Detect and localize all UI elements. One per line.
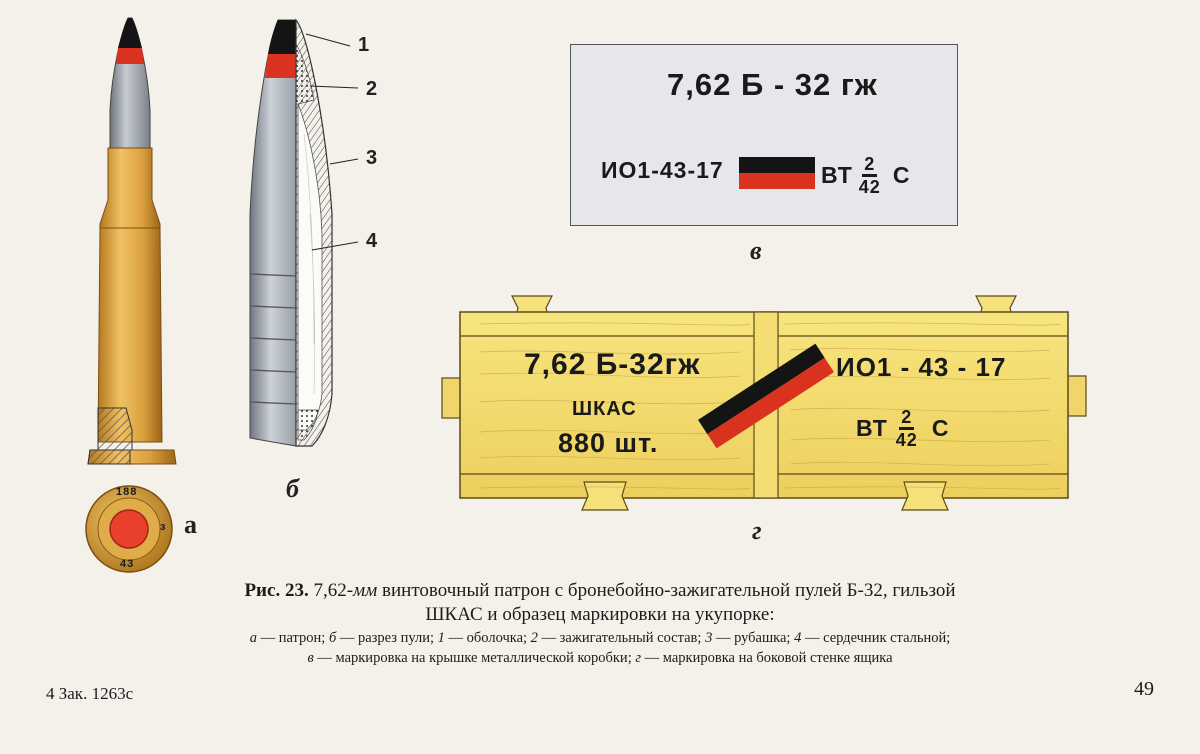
stripe-red [739,173,815,189]
crate-frac-num: 2 [899,408,914,430]
legend-text-3: — рубашка; [712,630,795,646]
crate-fraction [896,408,918,449]
wooden-crate-illustration [440,292,1088,514]
legend-line-1 [60,630,1140,647]
panel-b-letter: б [286,474,299,503]
legend-text-b: — разрез пули; [336,630,438,646]
lid-color-stripe [739,157,815,189]
legend-key-v: в [307,650,314,666]
crate-frac-den: 42 [895,430,918,450]
legend-key-g: г [635,650,642,666]
legend-text-a: — патрон; [256,630,329,646]
case-neck [100,148,160,230]
legend-key-1: 1 [437,630,445,646]
figure-caption-line-2: ШКАС и образец маркировки на укупорке: [425,604,775,625]
case-base-section [98,408,132,450]
page-number: 49 [1134,678,1154,700]
lid-lot-number: ИО1-43-17 [601,157,724,183]
lid-fraction [859,155,881,196]
legend-text-2: — зажигательный состав; [537,630,706,646]
headstamp-right: з [160,521,167,533]
legend-key-a: а [249,630,257,646]
lid-frac-num: 2 [862,155,877,177]
crate-left-line-1: 7,62 Б-32гж [524,348,701,381]
callout-1: 1 [358,34,370,56]
legend-key-b: б [328,630,337,646]
lid-vt-group [821,155,910,196]
legend-line-2 [60,650,1140,667]
crate-vt: ВТ [856,415,888,441]
legend-text-g: — маркировка на боковой стенке ящика [641,650,893,666]
legend-text-4: — сердечник стальной; [801,630,951,646]
figure-caption-title [80,580,1120,602]
panel-g-letter: г [752,516,762,545]
caption-part-2: винтовочный патрон с бронебойно-зажигательной пулей Б-32, гильзой [377,580,956,601]
caption-part-1: 7,62- [313,580,354,601]
bullet-red-band [116,48,144,64]
callout-3: 3 [366,147,378,169]
callout-2: 2 [366,78,378,100]
lid-frac-den: 42 [858,177,881,197]
legend-key-2: 2 [530,630,538,646]
legend-key-4: 4 [794,630,802,646]
bullet-black-tip [118,18,142,48]
crate-vt-group [856,408,949,449]
lid-c: С [892,162,911,188]
headstamp-top: 188 [116,486,138,498]
crate-left-line-3: 880 шт. [558,428,659,458]
bullet-b-red-band [265,54,296,78]
figure-label: Рис. 23. [244,580,309,601]
stripe-black [739,157,815,173]
footer-signature: 4 Зак. 1263с [46,684,134,703]
lid-vt: ВТ [821,162,853,188]
legend-text-v: — маркировка на крышке металлической коробки; [313,650,636,666]
lid-line-1: 7,62 Б - 32 гж [667,67,878,102]
panel-v-letter: в [750,236,762,265]
crate-right-line-1: ИО1 - 43 - 17 [836,352,1007,382]
crate-c: С [931,415,950,441]
cartridge-illustration [70,10,200,480]
legend-key-3: 3 [705,630,713,646]
crate-left-line-2: ШКАС [572,398,637,420]
callout-4: 4 [366,230,378,252]
metal-box-lid [570,44,958,226]
headstamp-bottom: 43 [120,558,135,570]
caption-unit: мм [353,580,378,601]
legend-text-1: — оболочка; [444,630,531,646]
bullet-section-illustration [240,14,360,464]
panel-a-letter: а [184,510,197,539]
bullet-b-black-tip [268,20,296,54]
